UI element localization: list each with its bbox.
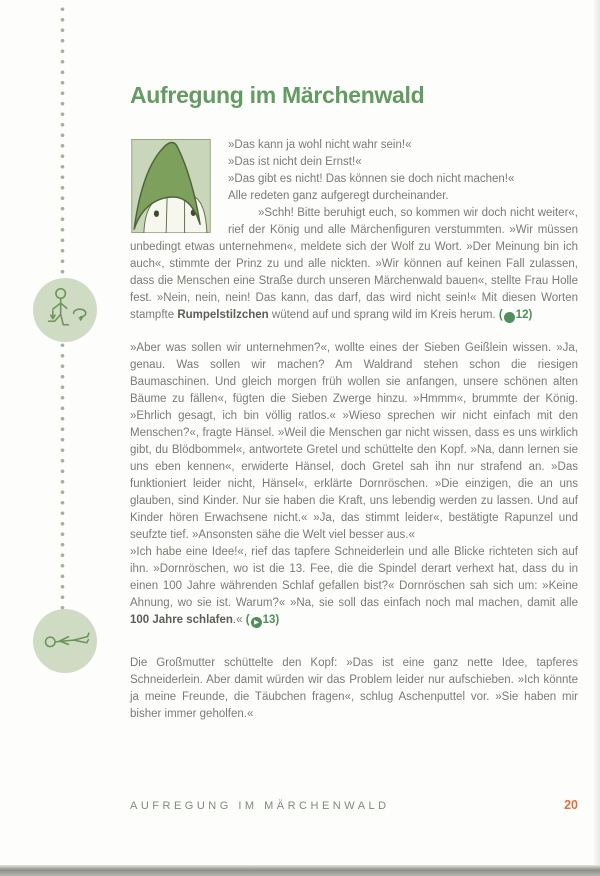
audio-track-marker: ( ▶ 13) — [245, 614, 280, 626]
page-title: Aufregung im Märchenwald — [130, 82, 425, 108]
gnome-pointed-hat-icon — [130, 139, 212, 233]
bold-text-run: 100 Jahre schlafen — [130, 614, 233, 626]
body-text — [130, 137, 578, 723]
paragraph — [130, 340, 578, 544]
text-run: wütend auf und sprang wild im Kreis herum. — [268, 309, 499, 321]
paragraph-container — [130, 205, 578, 723]
bold-text-run: Rumpelstilzchen — [177, 309, 269, 321]
sleeping-figure-icon — [39, 615, 91, 667]
scan-bottom-edge — [0, 865, 600, 876]
content-column — [130, 0, 578, 723]
dialogue-line: »Das ist nicht dein Ernst!« — [228, 156, 362, 168]
margin-circle-sleeping — [33, 609, 97, 673]
text-run: »Ich habe eine Idee!«, rief das tapfere Schneiderlein und alle Blicke richteten sich auf ihn. »Dornröschen, wo ist die 13. Fee, die die Spindel derart verhext hat, dass du in einen 100 Jahre währenden Schlaf gefallen bist?« Dornröschen sah sich um: »Keine Ahnung, wo sie ist. Warum?« »Na, sie soll das einfach noch mal machen, damit alle — [130, 546, 578, 609]
page-number: 20 — [564, 798, 578, 812]
play-icon: ▶ — [251, 617, 262, 628]
gnome-illustration — [130, 139, 212, 233]
dialogue-line: »Das gibt es nicht! Das können sie doch nicht machen!« — [228, 173, 515, 185]
text-run: »Schh! Bitte beruhigt euch, so kommen wir doch nicht weiter«, rief der König und alle Märchenfiguren verstummten. »Wir müssen unbedingt etwas unternehmen«, meldete sich der Wolf zu Wort. »Der Meinung bin ich auch«, stimmte der Prinz zu und alle nickten. »Wir können auf keinen Fall zulassen, dass die Menschen eine Straße durch unseren Märchenwald bauen«, stellte Frau Holle fest. »Nein, nein, nein! Das kann, das darf, das wird nicht sein!« Mit diesen Worten stampfte — [130, 207, 578, 321]
text-run: »Aber was sollen wir unternehmen?«, wollte eines der Sieben Geißlein wissen. »Ja, genau. Was sollen wir machen? Am Waldrand stehen schon die riesigen Baumaschinen. Und gleich morgen früh wollen sie anfangen, unsere schönen alten Bäume zu fällen«, fügten die Sieben Zwerge hinzu. »Hmmm«, brummte der König. »Ehrlich gesagt, ich bin völlig ratlos.« »Wieso sprechen wir nicht einfach mit den Menschen?«, fragte Hänsel. »Weil die Menschen gar nicht wissen, dass es uns wirklich gibt, du Blödbommel«, antwortete Gretel und schüttelte den Kopf. »Na, dann lernen sie uns eben kennen«, erwiderte Hänsel, doch Gretel sah ihn nur strafend an. »Das funktioniert leider nicht, Hänsel«, erklärte Dornröschen. »Die einzigen, die an uns glauben, sind Kinder. Nur sie haben die Kraft, uns lebendig werden zu lassen. Und auf Kinder hören Erwachsene nicht.« »Ja, das stimmt leider«, bestätigte Rapunzel und seufzte tief. »Ansonsten sähe die Welt viel besser aus.« — [130, 342, 578, 541]
audio-track-marker: ( ▶12) — [498, 309, 540, 321]
stomping-figure-icon — [39, 284, 91, 336]
paragraph — [130, 544, 578, 629]
running-title: AUFREGUNG IM MÄRCHENWALD — [130, 800, 390, 812]
dialogue-line: »Das kann ja wohl nicht wahr sein!« — [228, 139, 412, 151]
margin-circle-stomping — [33, 278, 97, 342]
paragraph — [130, 655, 578, 723]
scan-right-edge — [593, 0, 600, 876]
page-footer — [130, 798, 578, 812]
play-icon: ▶ — [504, 312, 515, 323]
text-run: .« — [232, 614, 246, 626]
text-run: Die Großmutter schüttelte den Kopf: »Das ist eine ganz nette Idee, tapferes Schneiderlein. Aber damit würden wir das Problem leider nur aufschieben. »Ich könnte ja meine Freunde, die Täubchen fragen«, schlug Aschenputtel vor. »Sie haben mir bisher immer geholfen.« — [130, 657, 578, 720]
dialogue-line: Alle redeten ganz aufgeregt durcheinander. — [228, 190, 449, 202]
